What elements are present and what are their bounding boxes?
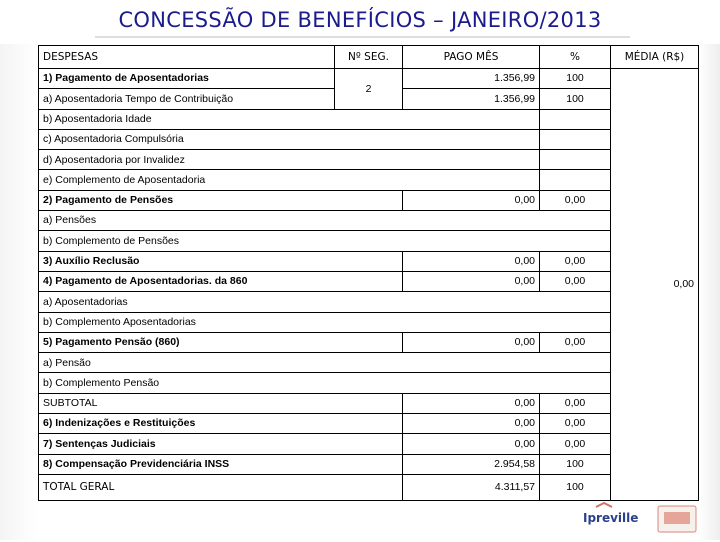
percent-cell <box>540 109 611 129</box>
table-row <box>39 332 699 352</box>
pago-mes-cell: 0,00 <box>403 414 540 434</box>
percent-cell: 0,00 <box>540 271 611 291</box>
total-row <box>39 474 699 500</box>
table-row <box>39 109 699 129</box>
table-row <box>39 231 699 251</box>
table-row <box>39 150 699 170</box>
percent-cell <box>540 170 611 190</box>
percent-cell: 100 <box>540 89 611 109</box>
row-label: 3) Auxílio Reclusão <box>39 251 403 271</box>
table-row <box>39 373 699 393</box>
row-label: 4) Pagamento de Aposentadorias. da 860 <box>39 271 403 291</box>
media-cell: 0,00 <box>611 69 699 501</box>
percent-cell: 0,00 <box>540 434 611 454</box>
pago-mes-cell: 1.356,99 <box>403 69 540 89</box>
left-shade-decoration <box>0 44 38 540</box>
row-label: b) Complemento de Pensões <box>39 231 611 251</box>
page-title: CONCESSÃO DE BENEFÍCIOS – JANEIRO/2013 <box>118 8 602 32</box>
pago-mes-cell: 0,00 <box>403 190 540 210</box>
header-pago-mes: PAGO MÊS <box>403 46 540 69</box>
table-row <box>39 353 699 373</box>
pago-mes-cell: 0,00 <box>403 271 540 291</box>
percent-cell <box>540 129 611 149</box>
table-row <box>39 312 699 332</box>
table-row <box>39 434 699 454</box>
row-label: b) Aposentadoria Idade <box>39 109 540 129</box>
pago-mes-cell: 2.954,58 <box>403 454 540 474</box>
table-header-row <box>39 46 699 69</box>
pago-mes-cell: 0,00 <box>403 251 540 271</box>
row-label: 6) Indenizações e Restituições <box>39 414 403 434</box>
title-divider <box>95 36 630 38</box>
percent-cell: 100 <box>540 454 611 474</box>
row-label: c) Aposentadoria Compulsória <box>39 129 540 149</box>
row-label: SUBTOTAL <box>39 393 403 413</box>
table-row <box>39 211 699 231</box>
percent-cell: 0,00 <box>540 190 611 210</box>
table-row <box>39 454 699 474</box>
row-label: a) Pensões <box>39 211 611 231</box>
row-label: 8) Compensação Previdenciária INSS <box>39 454 403 474</box>
header-media: MÉDIA (R$) <box>611 46 699 69</box>
row-label: d) Aposentadoria por Invalidez <box>39 150 540 170</box>
row-label: a) Pensão <box>39 353 611 373</box>
logo-name: Ipreville <box>583 511 639 525</box>
percent-cell: 0,00 <box>540 251 611 271</box>
row-label: b) Complemento Pensão <box>39 373 611 393</box>
right-shade-decoration <box>698 44 720 540</box>
total-percent: 100 <box>540 474 611 500</box>
percent-cell: 0,00 <box>540 332 611 352</box>
percent-cell: 0,00 <box>540 414 611 434</box>
table-row <box>39 170 699 190</box>
table-row <box>39 69 699 89</box>
table-row <box>39 251 699 271</box>
pago-mes-cell: 0,00 <box>403 434 540 454</box>
row-label: a) Aposentadoria Tempo de Contribuição <box>39 89 335 109</box>
row-label: 1) Pagamento de Aposentadorias <box>39 69 335 89</box>
row-label: a) Aposentadorias <box>39 292 611 312</box>
header-num-seg: Nº SEG. <box>335 46 403 69</box>
total-label: TOTAL GERAL <box>39 474 403 500</box>
percent-cell: 100 <box>540 69 611 89</box>
benefits-table <box>38 45 699 501</box>
table-row <box>39 129 699 149</box>
percent-cell <box>540 150 611 170</box>
num-seg-cell: 2 <box>335 69 403 110</box>
table-row <box>39 414 699 434</box>
pago-mes-cell: 0,00 <box>403 332 540 352</box>
total-pago-mes: 4.311,57 <box>403 474 540 500</box>
header-despesas: DESPESAS <box>39 46 335 69</box>
row-label: e) Complemento de Aposentadoria <box>39 170 540 190</box>
pago-mes-cell: 1.356,99 <box>403 89 540 109</box>
header-percent: % <box>540 46 611 69</box>
row-label: 5) Pagamento Pensão (860) <box>39 332 403 352</box>
row-label: b) Complemento Aposentadorias <box>39 312 611 332</box>
table-row <box>39 271 699 291</box>
table-row <box>39 393 699 413</box>
table-row <box>39 190 699 210</box>
percent-cell: 0,00 <box>540 393 611 413</box>
row-label: 7) Sentenças Judiciais <box>39 434 403 454</box>
table-row <box>39 292 699 312</box>
pago-mes-cell: 0,00 <box>403 393 540 413</box>
row-label: 2) Pagamento de Pensões <box>39 190 403 210</box>
